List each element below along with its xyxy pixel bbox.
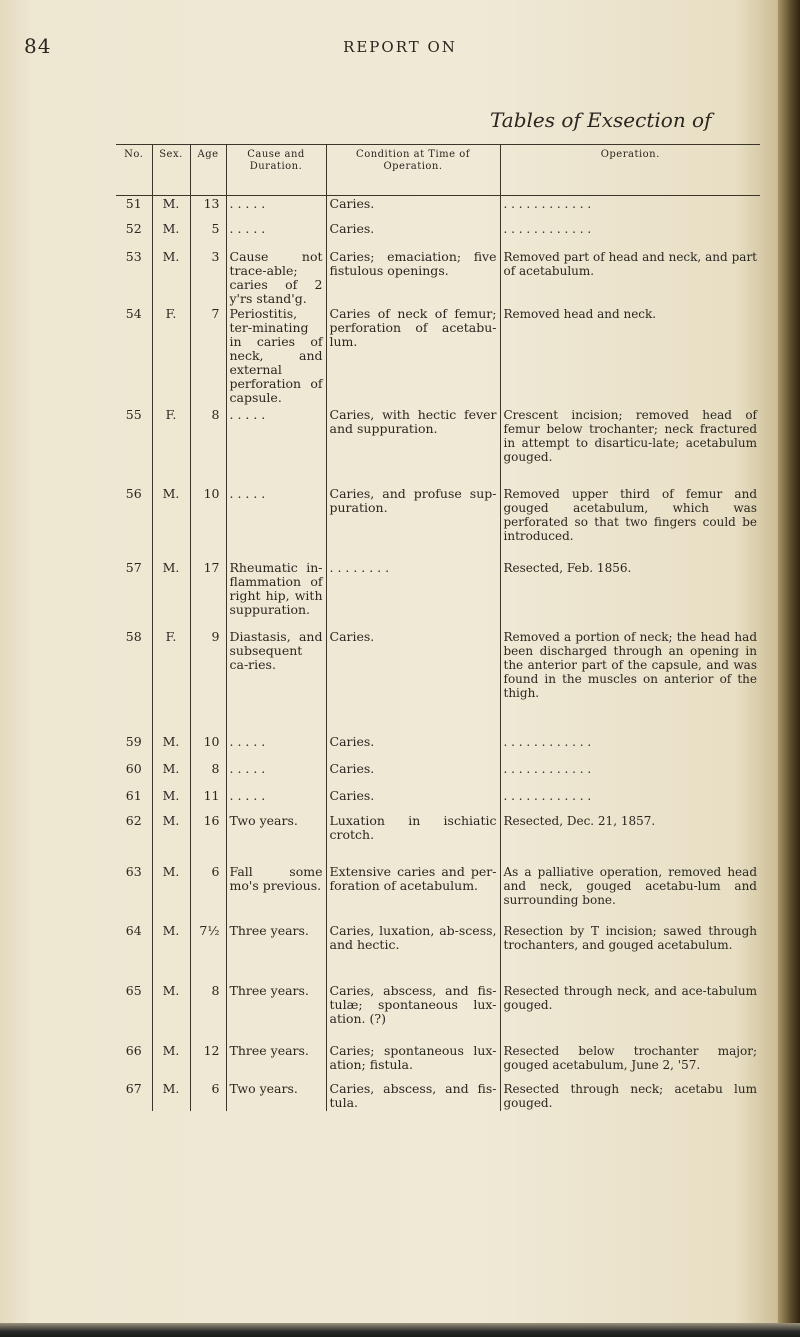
cell-condition: Caries; emaciation; five fistulous openings. bbox=[326, 249, 500, 306]
cell-no: 58 bbox=[125, 628, 142, 644]
table-row bbox=[116, 629, 760, 734]
table-row bbox=[116, 813, 760, 864]
cell-age: 6 bbox=[190, 1081, 226, 1111]
cell-sex: F. bbox=[152, 629, 190, 734]
table-row bbox=[116, 864, 760, 923]
table-row bbox=[116, 196, 760, 221]
cell-cause: Cause not trace-able; caries of 2 y'rs stand'g. bbox=[226, 249, 326, 306]
cell-age: 8 bbox=[190, 407, 226, 486]
table-subtitle: Tables of Exsection of bbox=[490, 108, 712, 132]
cell-operation: Resected through neck, and ace-tabulum gouged. bbox=[500, 983, 760, 1043]
cell-sex: M. bbox=[152, 560, 190, 629]
cell-condition: Caries. bbox=[326, 629, 500, 734]
cell-sex: M. bbox=[152, 923, 190, 983]
table-row bbox=[116, 249, 760, 306]
cell-sex: M. bbox=[152, 486, 190, 560]
cell-no: 54 bbox=[125, 305, 142, 321]
cell-no: 51 bbox=[125, 196, 142, 211]
cell-sex: M. bbox=[152, 813, 190, 864]
column-header-no: No. bbox=[116, 145, 152, 196]
cell-cause: Rheumatic in-flammation of right hip, with suppuration. bbox=[226, 560, 326, 629]
cell-no: 59 bbox=[125, 733, 142, 749]
cell-age: 5 bbox=[190, 221, 226, 249]
cell-sex: M. bbox=[152, 761, 190, 788]
cell-operation: . . . . . . . . . . . . bbox=[500, 196, 760, 221]
cell-cause: . . . . . bbox=[226, 196, 326, 221]
cell-age: 8 bbox=[190, 761, 226, 788]
table-row bbox=[116, 306, 760, 407]
cell-cause: Three years. bbox=[226, 983, 326, 1043]
cell-operation: Crescent incision; removed head of femur below trochanter; neck fractured in attempt to disarticu-late; acetabulum gouged. bbox=[500, 407, 760, 486]
cell-condition: . . . . . . . . bbox=[326, 560, 500, 629]
book-binding-edge bbox=[778, 0, 800, 1337]
cell-sex: M. bbox=[152, 788, 190, 813]
column-header-age: Age bbox=[190, 145, 226, 196]
cell-age: 9 bbox=[190, 629, 226, 734]
cell-no: 61 bbox=[125, 787, 142, 803]
cell-sex: M. bbox=[152, 1081, 190, 1111]
table-row bbox=[116, 923, 760, 983]
running-head: REPORT ON bbox=[343, 38, 457, 56]
cell-sex: M. bbox=[152, 864, 190, 923]
cell-condition: Caries. bbox=[326, 761, 500, 788]
cell-age: 16 bbox=[190, 813, 226, 864]
cell-condition: Caries. bbox=[326, 734, 500, 761]
cell-operation: Resection by T incision; sawed through trochanters, and gouged acetabulum. bbox=[500, 923, 760, 983]
cell-no: 57 bbox=[125, 559, 142, 575]
cell-operation: . . . . . . . . . . . . bbox=[500, 734, 760, 761]
cell-cause: Periostitis, ter-minating in caries of neck, and external perforation of capsule. bbox=[226, 306, 326, 407]
cell-sex: M. bbox=[152, 734, 190, 761]
cell-condition: Caries. bbox=[326, 788, 500, 813]
cell-operation: Resected, Feb. 1856. bbox=[500, 560, 760, 629]
column-header-cause: Cause and Duration. bbox=[226, 145, 326, 196]
cell-no: 62 bbox=[125, 812, 142, 828]
table-row bbox=[116, 486, 760, 560]
table-row bbox=[116, 1081, 760, 1111]
cell-condition: Caries, abscess, and fis-tulæ; spontaneous lux-ation. (?) bbox=[326, 983, 500, 1043]
cell-no: 56 bbox=[125, 485, 142, 501]
cell-condition: Caries; spontaneous lux-ation; fistula. bbox=[326, 1043, 500, 1081]
cell-sex: M. bbox=[152, 983, 190, 1043]
cell-age: 7½ bbox=[190, 923, 226, 983]
cell-operation: . . . . . . . . . . . . bbox=[500, 761, 760, 788]
cell-cause: . . . . . bbox=[226, 788, 326, 813]
cell-operation: Removed head and neck. bbox=[500, 306, 760, 407]
cell-cause: . . . . . bbox=[226, 486, 326, 560]
table-row bbox=[116, 761, 760, 788]
cell-no: 55 bbox=[125, 406, 142, 422]
cell-operation: . . . . . . . . . . . . bbox=[500, 788, 760, 813]
cell-operation: Resected through neck; acetabu lum gouged. bbox=[500, 1081, 760, 1111]
table-row bbox=[116, 788, 760, 813]
cell-operation: Removed upper third of femur and gouged acetabulum, which was perforated so that two fingers could be introduced. bbox=[500, 486, 760, 560]
cell-sex: F. bbox=[152, 306, 190, 407]
cell-condition: Caries, luxation, ab-scess, and hectic. bbox=[326, 923, 500, 983]
cell-no: 52 bbox=[125, 220, 142, 236]
cell-cause: Three years. bbox=[226, 923, 326, 983]
table-row bbox=[116, 560, 760, 629]
cell-operation: Removed a portion of neck; the head had been discharged through an opening in the anterior part of the capsule, and was found in the muscles on anterior of the thigh. bbox=[500, 629, 760, 734]
cell-condition: Caries, with hectic fever and suppuration. bbox=[326, 407, 500, 486]
cell-cause: . . . . . bbox=[226, 407, 326, 486]
cell-no: 63 bbox=[125, 863, 142, 879]
cell-condition: Caries. bbox=[326, 196, 500, 221]
cell-cause: Diastasis, and subsequent ca-ries. bbox=[226, 629, 326, 734]
cell-cause: Two years. bbox=[226, 813, 326, 864]
exsection-table bbox=[116, 144, 760, 1111]
table-row bbox=[116, 407, 760, 486]
cell-operation: Resected below trochanter major; gouged acetabulum, June 2, '57. bbox=[500, 1043, 760, 1081]
cell-cause: Fall some mo's previous. bbox=[226, 864, 326, 923]
column-header-sex: Sex. bbox=[152, 145, 190, 196]
cell-sex: M. bbox=[152, 221, 190, 249]
cell-cause: Three years. bbox=[226, 1043, 326, 1081]
table-body bbox=[116, 196, 760, 1111]
cell-operation: Resected, Dec. 21, 1857. bbox=[500, 813, 760, 864]
cell-condition: Caries, abscess, and fis-tula. bbox=[326, 1081, 500, 1111]
cell-condition: Caries. bbox=[326, 221, 500, 249]
table-row bbox=[116, 734, 760, 761]
cell-age: 7 bbox=[190, 306, 226, 407]
table-row bbox=[116, 983, 760, 1043]
cell-operation: As a palliative operation, removed head and neck, gouged acetabu-lum and surrounding bone. bbox=[500, 864, 760, 923]
cell-no: 66 bbox=[125, 1042, 142, 1058]
cell-no: 53 bbox=[125, 248, 142, 264]
cell-sex: M. bbox=[152, 1043, 190, 1081]
cell-age: 8 bbox=[190, 983, 226, 1043]
cell-age: 17 bbox=[190, 560, 226, 629]
cell-condition: Luxation in ischiatic crotch. bbox=[326, 813, 500, 864]
page-number: 84 bbox=[24, 34, 52, 58]
cell-age: 11 bbox=[190, 788, 226, 813]
cell-no: 65 bbox=[125, 982, 142, 998]
cell-no: 67 bbox=[125, 1080, 142, 1096]
cell-age: 12 bbox=[190, 1043, 226, 1081]
table-row bbox=[116, 221, 760, 249]
cell-age: 3 bbox=[190, 249, 226, 306]
column-header-operation: Operation. bbox=[500, 145, 760, 196]
page-bottom-edge bbox=[0, 1323, 800, 1337]
cell-condition: Extensive caries and per-foration of acetabulum. bbox=[326, 864, 500, 923]
cell-cause: Two years. bbox=[226, 1081, 326, 1111]
cell-sex: M. bbox=[152, 249, 190, 306]
cell-age: 13 bbox=[190, 196, 226, 221]
cell-cause: . . . . . bbox=[226, 734, 326, 761]
cell-cause: . . . . . bbox=[226, 761, 326, 788]
cell-operation: Removed part of head and neck, and part of acetabulum. bbox=[500, 249, 760, 306]
table-header-row bbox=[116, 145, 760, 196]
cell-cause: . . . . . bbox=[226, 221, 326, 249]
cell-age: 6 bbox=[190, 864, 226, 923]
column-header-condition: Condition at Time of Operation. bbox=[326, 145, 500, 196]
cell-condition: Caries, and profuse sup-puration. bbox=[326, 486, 500, 560]
cell-sex: F. bbox=[152, 407, 190, 486]
cell-no: 60 bbox=[125, 760, 142, 776]
cell-no: 64 bbox=[125, 922, 142, 938]
cell-sex: M. bbox=[152, 196, 190, 221]
table-row bbox=[116, 1043, 760, 1081]
cell-age: 10 bbox=[190, 734, 226, 761]
cell-condition: Caries of neck of femur; perforation of acetabu-lum. bbox=[326, 306, 500, 407]
cell-operation: . . . . . . . . . . . . bbox=[500, 221, 760, 249]
cell-age: 10 bbox=[190, 486, 226, 560]
